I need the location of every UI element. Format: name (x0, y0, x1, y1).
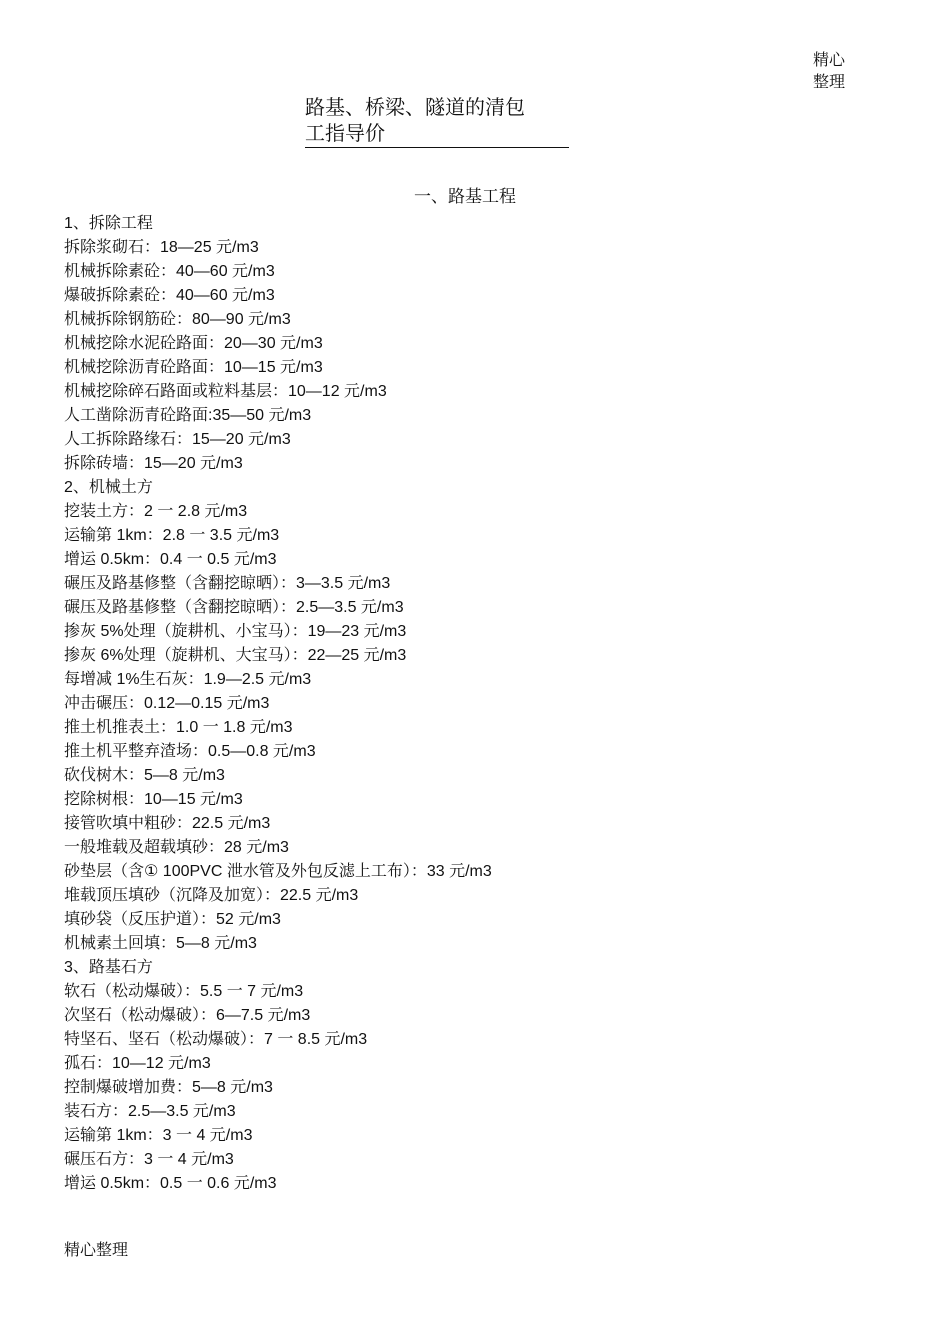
price-item: 机械素土回填：5—8 元/m3 (64, 935, 257, 952)
subsection-heading: 2、机械土方 (64, 479, 153, 496)
price-item: 机械拆除素砼：40—60 元/m3 (64, 263, 275, 280)
price-item: 次坚石（松动爆破）：6—7.5 元/m3 (64, 1007, 311, 1024)
price-item: 机械挖除沥青砼路面：10—15 元/m3 (64, 359, 323, 376)
price-item: 挖装土方：2 一 2.8 元/m3 (64, 503, 248, 520)
price-item: 挖除树根：10—15 元/m3 (64, 791, 243, 808)
price-item: 机械拆除钢筋砼：80—90 元/m3 (64, 311, 291, 328)
subsection-heading: 3、路基石方 (64, 959, 153, 976)
price-item: 推土机平整弃渣场：0.5—0.8 元/m3 (64, 743, 316, 760)
price-item: 机械挖除碎石路面或粒料基层：10—12 元/m3 (64, 383, 387, 400)
price-item: 砍伐树木：5—8 元/m3 (64, 767, 225, 784)
price-item: 运输第 1km：2.8 一 3.5 元/m3 (64, 527, 280, 544)
price-item: 控制爆破增加费：5—8 元/m3 (64, 1079, 273, 1096)
price-list (64, 212, 564, 1196)
price-item: 碾压石方：3 一 4 元/m3 (64, 1151, 234, 1168)
price-item: 拆除浆砌石：18—25 元/m3 (64, 239, 259, 256)
header-note (813, 50, 845, 94)
price-item: 装石方：2.5—3.5 元/m3 (64, 1103, 236, 1120)
document-title-line-2: 工指导价 (305, 123, 385, 145)
price-item: 孤石：10—12 元/m3 (64, 1055, 211, 1072)
section-title: 一、路基工程 (414, 187, 516, 206)
price-item: 人工凿除沥青砼路面:35—50 元/m3 (64, 407, 312, 424)
price-item: 一般堆载及超载填砂：28 元/m3 (64, 839, 289, 856)
price-item: 堆载顶压填砂（沉降及加宽）：22.5 元/m3 (64, 887, 359, 904)
price-item: 推土机推表土：1.0 一 1.8 元/m3 (64, 719, 293, 736)
price-item: 碾压及路基修整（含翻挖晾晒）：2.5—3.5 元/m3 (64, 599, 404, 616)
document-title (305, 95, 569, 148)
price-item: 每增减 1%生石灰：1.9—2.5 元/m3 (64, 671, 312, 688)
price-item: 碾压及路基修整（含翻挖晾晒）：3—3.5 元/m3 (64, 575, 391, 592)
price-item: 拆除砖墙：15—20 元/m3 (64, 455, 243, 472)
price-item: 特坚石、坚石（松动爆破）：7 一 8.5 元/m3 (64, 1031, 368, 1048)
price-item: 冲击碾压：0.12—0.15 元/m3 (64, 695, 270, 712)
price-item: 爆破拆除素砼：40—60 元/m3 (64, 287, 275, 304)
price-item: 增运 0.5km：0.4 一 0.5 元/m3 (64, 551, 277, 568)
price-item: 运输第 1km：3 一 4 元/m3 (64, 1127, 253, 1144)
subsection-heading: 1、拆除工程 (64, 215, 153, 232)
price-item: 接管吹填中粗砂：22.5 元/m3 (64, 815, 271, 832)
price-item: 掺灰 6%处理（旋耕机、大宝马）：22—25 元/m3 (64, 647, 407, 664)
price-item: 增运 0.5km：0.5 一 0.6 元/m3 (64, 1175, 277, 1192)
price-item: 软石（松动爆破）：5.5 一 7 元/m3 (64, 983, 304, 1000)
price-item: 机械挖除水泥砼路面：20—30 元/m3 (64, 335, 323, 352)
price-item: 砂垫层（含① 100PVC 泄水管及外包反滤上工布）：33 元/m3 (64, 863, 492, 880)
price-item: 人工拆除路缘石：15—20 元/m3 (64, 431, 291, 448)
document-title-line-1: 路基、桥梁、隧道的清包 (305, 97, 525, 119)
price-item: 填砂袋（反压护道）：52 元/m3 (64, 911, 281, 928)
price-item: 掺灰 5%处理（旋耕机、小宝马）：19—23 元/m3 (64, 623, 407, 640)
header-note-line-1: 精心 (813, 52, 846, 69)
footer-note: 精心整理 (64, 1242, 129, 1259)
header-note-line-2: 整理 (813, 74, 846, 91)
